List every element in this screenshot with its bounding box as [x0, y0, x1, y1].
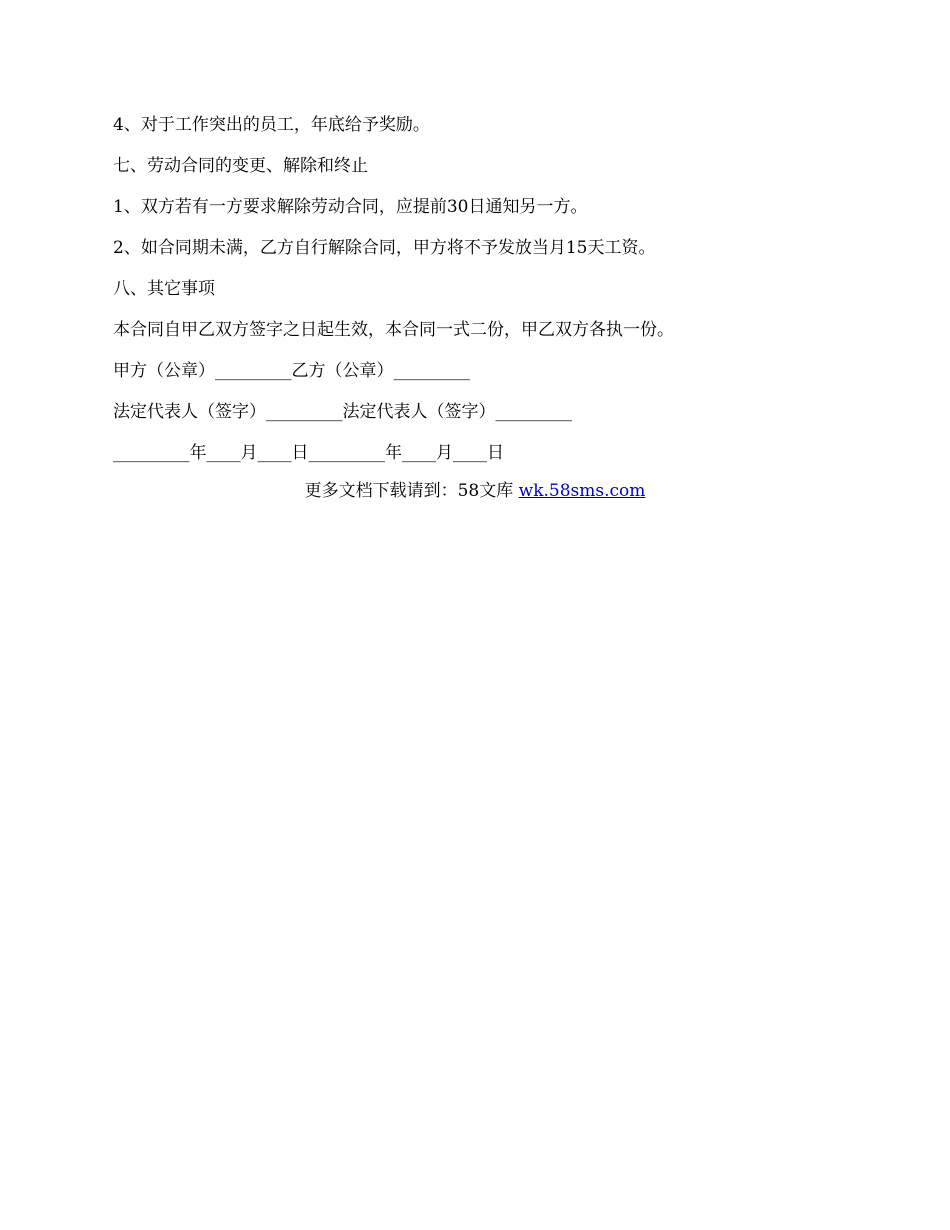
- clause-reward: 4、对于工作突出的员工，年底给予奖励。: [113, 115, 430, 135]
- signature-representative-line: 法定代表人（签字）_________法定代表人（签字）_________: [113, 402, 572, 422]
- clause-early-termination: 2、如合同期未满，乙方自行解除合同，甲方将不予发放当月15天工资。: [113, 238, 656, 258]
- footer-text: 更多文档下载请到：58文库: [304, 481, 519, 501]
- footer-link[interactable]: wk.58sms.com: [518, 481, 646, 501]
- signature-date-line: _________年____月____日_________年____月____日: [113, 443, 504, 463]
- clause-termination-notice: 1、双方若有一方要求解除劳动合同，应提前30日通知另一方。: [113, 197, 588, 217]
- section-heading-other-matters: 八、其它事项: [113, 279, 215, 299]
- signature-seal-line: 甲方（公章）_________乙方（公章）_________: [113, 361, 470, 381]
- download-footer: [0, 478, 950, 504]
- document-body: [113, 112, 833, 481]
- section-heading-contract-change: 七、劳动合同的变更、解除和终止: [113, 156, 368, 176]
- clause-effective-date: 本合同自甲乙双方签字之日起生效，本合同一式二份，甲乙双方各执一份。: [113, 320, 674, 340]
